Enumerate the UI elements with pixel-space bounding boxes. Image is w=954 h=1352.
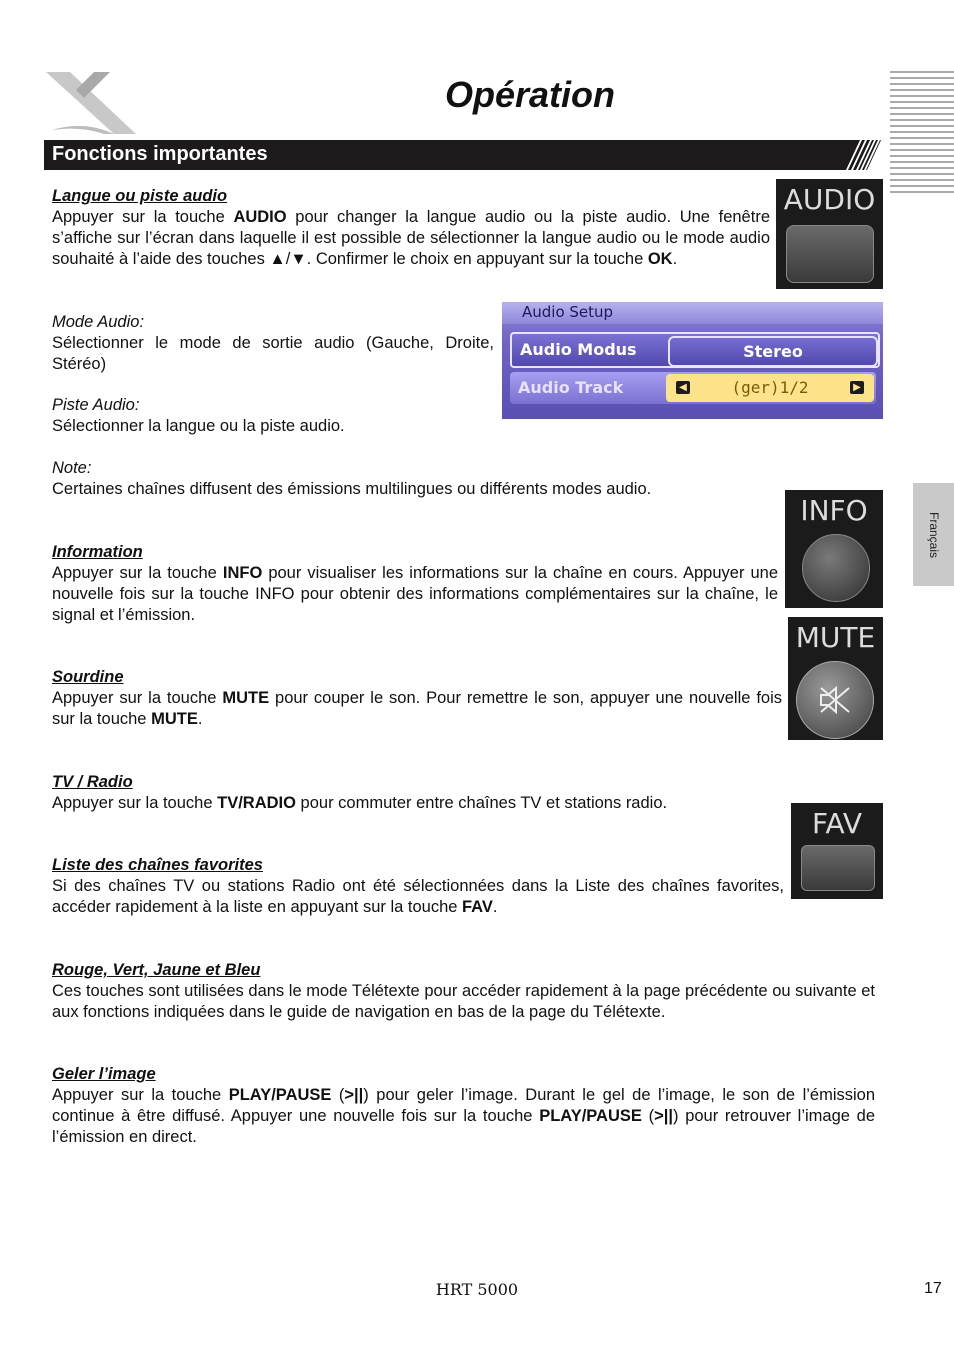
key-name: PLAY/PAUSE [539,1107,642,1125]
fav-key-label: FAV [811,807,863,840]
info-key-label: INFO [800,494,868,527]
audio-key-image [776,179,883,289]
piste-audio-text: Sélectionner la langue ou la piste audio. [52,417,345,435]
paragraph-freeze [52,1085,875,1148]
info-key-button [802,534,870,602]
osd-row-audio-track [510,372,876,404]
heading-favoris: Liste des chaînes favorites [52,856,263,874]
footer-model: HRT 5000 [435,1280,519,1299]
text: ) pour geler l’image. Durant le gel de l’image, le son de l’émission continue à être diffusé. Appuyer une nouvelle fois sur la touche [52,1086,876,1125]
osd-header [502,302,883,324]
language-tab [913,483,954,586]
paragraph-tv-radio [52,793,667,814]
note-label: Note: [52,459,92,477]
text: Appuyer sur la touche [52,1086,222,1104]
text: . [492,898,498,916]
mute-key-image [788,617,883,740]
note-text: Certaines chaînes diffusent des émissions multilingues ou différents modes audio. [52,480,652,498]
mute-key-label: MUTE [795,621,876,654]
mode-audio-text: Sélectionner le mode de sortie audio (Gauche, Droite, Stéréo) [52,334,494,373]
mute-key-button [796,661,874,739]
text: Appuyer sur la touche [52,564,217,582]
speaker-muted-icon [817,682,853,718]
heading-sourdine: Sourdine [52,668,124,686]
key-name: MUTE [151,710,198,728]
osd-row2-value: (ger)1/2 [731,378,809,397]
key-name: MUTE [222,689,270,707]
audio-key-label: AUDIO [783,183,876,216]
audio-setup-screenshot [502,302,883,419]
key-name: >|| [654,1107,673,1125]
arrow-right-icon: ▶ [850,381,864,394]
text: . [672,250,678,268]
heading-tv-radio: TV / Radio [52,773,133,791]
key-name: PLAY/PAUSE [228,1086,332,1104]
page-number: 17 [924,1280,942,1297]
text: pour commuter entre chaînes TV et stations radio. [300,794,668,812]
language-tab-label: Français [926,511,941,558]
key-name: FAV [462,898,493,916]
key-name: >|| [344,1086,364,1104]
arrow-left-icon: ◀ [676,381,690,394]
fav-key-button [801,845,875,891]
osd-row2-label: Audio Track [518,378,624,397]
text: pour changer la langue audio ou la piste audio. Une fenêtre s’affiche sur l’écran dans laquelle il est possible de sélectionner la langue audio ou le mode audio souhaité à l’aide des touches ▲/▼. Confirmer le choix en appuyant sur la touche [52,208,770,268]
key-name: OK [647,250,673,268]
osd-row1-value: Stereo [743,342,803,361]
page-title: Opération [444,74,615,115]
text: Appuyer sur la touche [52,689,217,707]
heading-information: Information [52,543,143,561]
paragraph-audio [52,207,770,270]
osd-row2-value-box [666,374,874,402]
mode-audio-label: Mode Audio: [52,313,145,331]
audio-key-button [786,225,874,283]
paragraph-sourdine [52,688,782,730]
piste-audio-label: Piste Audio: [52,396,140,414]
bar-hatch-decoration [840,140,884,170]
text: ( [648,1107,655,1125]
heading-freeze: Geler l’image [52,1065,156,1083]
text: ) pour retrouver l’image de l’émission en direct. [52,1107,875,1146]
osd-row1-label: Audio Modus [520,340,637,359]
text: pour couper le son. Pour remettre le son, appuyer une nouvelle fois sur la touche [52,689,782,728]
heading-audio: Langue ou piste audio [52,187,228,205]
text: pour visualiser les informations sur la chaîne en cours. Appuyer une nouvelle fois sur la touche INFO pour obtenir des informations complémentaires sur la chaîne, le signal et l’émission. [52,564,778,624]
fav-key-image [791,803,883,899]
text: . [197,710,203,728]
paragraph-information [52,563,778,626]
text: ( [338,1086,345,1104]
text: Appuyer sur la touche [52,208,225,226]
decorative-lines [890,70,954,198]
text: Appuyer sur la touche [52,794,213,812]
key-name: AUDIO [233,208,287,226]
text: Si des chaînes TV ou stations Radio ont été sélectionnées dans la Liste des chaînes favorites, accéder rapidement à la liste en appuyant sur la touche [52,877,784,916]
osd-title: Audio Setup [522,303,614,321]
key-name: INFO [222,564,263,582]
key-name: TV/RADIO [217,794,296,812]
paragraph-favoris [52,876,784,918]
heading-colors: Rouge, Vert, Jaune et Bleu [52,961,261,979]
osd-row1-value-box [668,336,878,367]
section-title: Fonctions importantes [52,143,268,165]
paragraph-colors: Ces touches sont utilisées dans le mode Télétexte pour accéder rapidement à la page précédente ou suivante et aux fonctions indiquées dans le guide de navigation en bas de la page du Télétexte. [52,982,875,1021]
info-key-image [785,490,883,608]
osd-row-audio-modus [510,332,880,368]
